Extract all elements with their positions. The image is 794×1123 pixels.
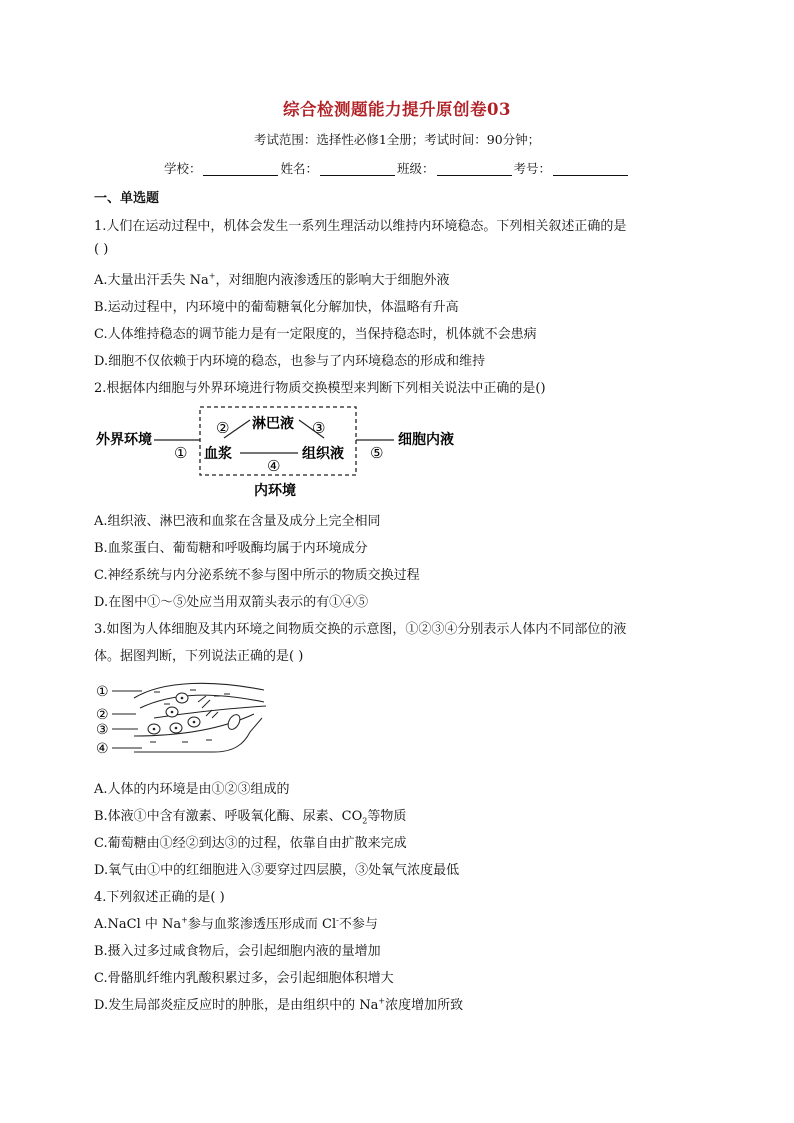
num-1: ① [174, 444, 188, 462]
q2-option-b[interactable]: B.血浆蛋白、葡萄糖和呼吸酶均属于内环境成分 [94, 541, 368, 556]
q3-num-2: ② [96, 707, 109, 723]
q4-option-c[interactable]: C.骨骼肌纤维内乳酸积累过多，会引起细胞体积增大 [94, 971, 394, 986]
fluid-marks [150, 690, 230, 742]
tissue-cell [226, 713, 243, 732]
q3-num-3: ③ [96, 722, 109, 738]
q3-option-c[interactable]: C.葡萄糖由①经②到达③的过程，依靠自由扩散来完成 [94, 836, 407, 851]
class-label: 班级： [397, 161, 435, 176]
q1-a-text: A.大量出汗丢失 Na [94, 273, 209, 288]
name-label: 姓名： [280, 161, 318, 176]
q1-a-sup: + [208, 271, 216, 281]
school-blank[interactable] [203, 161, 278, 176]
q4-d-text: D.发生局部炎症反应时的肿胀，是由组织中的 Na [94, 998, 379, 1013]
cell-5-dot [193, 721, 196, 724]
class-blank[interactable] [437, 161, 512, 176]
intracellular-label: 细胞内液 [398, 432, 454, 448]
q4-d-sup: + [378, 996, 386, 1006]
q3-b-sub: 2 [362, 816, 368, 826]
cell-4-dot [175, 727, 178, 730]
q4-a-mid: 参与血浆渗透压形成而 Cl [187, 917, 337, 932]
q3-option-a[interactable]: A.人体的内环境是由①②③组成的 [94, 782, 290, 797]
q4-option-a[interactable] [94, 913, 378, 932]
q1-option-a[interactable] [94, 269, 450, 288]
num-2: ② [216, 419, 230, 437]
q1-a-text-rest: ，对细胞内液渗透压的影响大于细胞外液 [215, 273, 450, 288]
q1-option-c[interactable]: C.人体维持稳态的调节能力是有一定限度的，当保持稳态时，机体就不会患病 [94, 327, 537, 342]
q4-option-d[interactable] [94, 994, 463, 1013]
red-cell-1-dot [181, 697, 184, 700]
name-blank[interactable] [320, 161, 395, 176]
q1-paren: ( ) [94, 242, 109, 257]
num-3: ③ [312, 419, 326, 437]
num-4: ④ [267, 457, 281, 475]
q3-diagram [94, 678, 274, 762]
page-title: 综合检测题能力提升原创卷03 [283, 100, 511, 119]
q2-option-c[interactable]: C.神经系统与内分泌系统不参与图中所示的物质交换过程 [94, 568, 420, 583]
tissue-fluid-label: 组织液 [302, 446, 344, 462]
lymph-label: 淋巴液 [252, 416, 294, 432]
q4-a-sup2: - [336, 915, 339, 925]
vessel-top-inner [140, 695, 264, 708]
q2-stem: 2.根据体内细胞与外界环境进行物质交换模型来判断下列相关说法中正确的是() [94, 381, 546, 396]
num-5: ⑤ [370, 444, 384, 462]
q1-stem: 1.人们在运动过程中，机体会发生一系列生理活动以维持内环境稳态。下列相关叙述正确的是 [94, 219, 627, 234]
q1-option-d[interactable]: D.细胞不仅依赖于内环境的稳态，也参与了内环境稳态的形成和维持 [94, 354, 486, 369]
q3-stem-line1: 3.如图为人体细胞及其内环境之间物质交换的示意图，①②③④分别表示人体内不同部位的液 [94, 622, 627, 637]
q1-option-b[interactable]: B.运动过程中，内环境中的葡萄糖氧化分解加快，体温略有升高 [94, 300, 459, 315]
exam-scope: 考试范围：选择性必修1全册；考试时间：90分钟； [253, 132, 541, 147]
vessel-top-outer [134, 683, 264, 698]
q4-a-sup1: + [181, 915, 188, 925]
internal-env-label: 内环境 [254, 483, 296, 499]
outer-env-label: 外界环境 [96, 432, 152, 448]
q4-stem: 4.下列叙述正确的是( ) [94, 890, 225, 905]
q3-option-d[interactable]: D.氧气由①中的红细胞进入③要穿过四层膜，③处氧气浓度最低 [94, 863, 460, 878]
q2-option-a[interactable]: A.组织液、淋巴液和血浆在含量及成分上完全相同 [94, 514, 381, 529]
q3-option-b[interactable] [94, 805, 406, 826]
school-label: 学校： [163, 161, 202, 176]
number-label: 考号： [513, 161, 552, 176]
arrows [198, 696, 218, 718]
q4-a-text-rest: 不参与 [338, 917, 378, 932]
q2-diagram [94, 402, 484, 502]
q4-d-text-rest: 浓度增加所致 [385, 998, 464, 1013]
q2-option-d[interactable]: D.在图中①～⑤处应当用双箭头表示的有①④⑤ [94, 595, 369, 610]
cell-2-dot [171, 711, 174, 714]
q3-num-4: ④ [96, 741, 109, 757]
cell-3-dot [153, 728, 156, 731]
plasma-label: 血浆 [204, 446, 232, 462]
number-blank[interactable] [553, 161, 628, 176]
q3-num-1: ① [96, 684, 109, 700]
q3-b-text-rest: 等物质 [367, 809, 407, 824]
q3-b-text: B.体液①中含有激素、呼吸氧化酶、尿素、CO [94, 809, 363, 824]
student-info-line [0, 159, 794, 177]
q4-option-b[interactable]: B.摄入过多过咸食物后，会引起细胞内液的量增加 [94, 944, 381, 959]
section-title: 一、单选题 [94, 191, 160, 206]
q4-a-text: A.NaCl 中 Na [94, 917, 182, 932]
q3-stem-line2: 体。据图判断，下列说法正确的是( ) [94, 649, 304, 664]
